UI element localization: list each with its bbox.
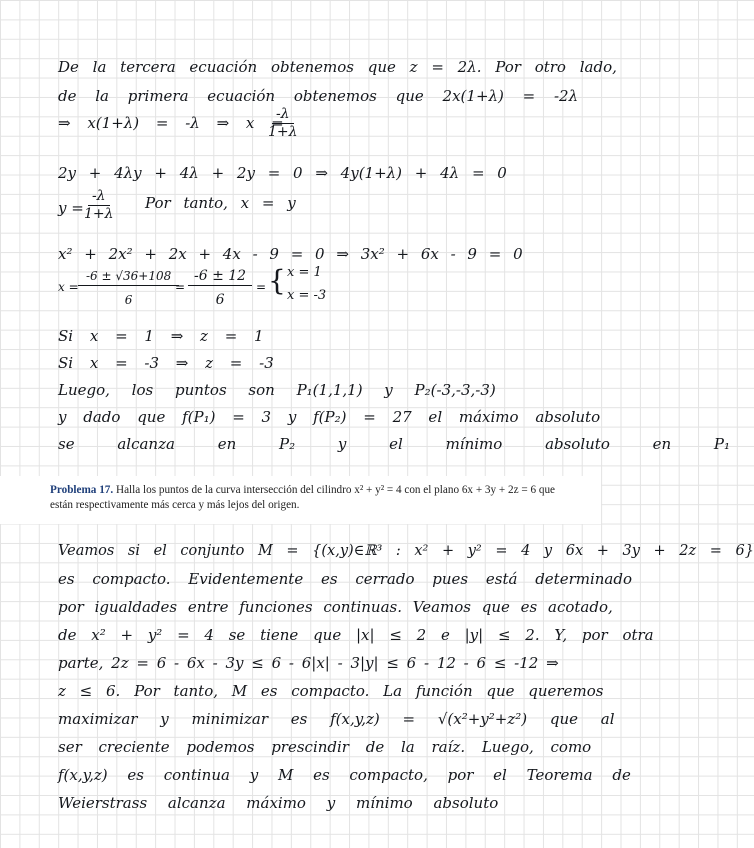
handwritten-line: parte, 2z = 6 - 6x - 3y ≤ 6 - 6|x| - 3|y| ≤ 6 - 12 - 6 ≤ -12 ⇒ (58, 654, 559, 672)
handwritten-line: = (175, 280, 186, 294)
case-line: x = -3 (287, 288, 327, 303)
handwritten-line: de la primera ecuación obtenemos que 2x(1+λ) = -2λ (58, 87, 579, 105)
handwritten-line: de x² + y² = 4 se tiene que |x| ≤ 2 e |y| ≤ 2. Y, por otra (58, 626, 654, 644)
fraction-simplified (188, 268, 252, 309)
fraction-numerator: -λ (272, 106, 294, 124)
handwritten-line: f(x,y,z) es continua y M es compacto, por el Teorema de (58, 766, 631, 784)
handwritten-line: y = (58, 199, 84, 217)
fraction-y (84, 188, 114, 223)
handwritten-line: Si x = 1 ⇒ z = 1 (58, 327, 264, 345)
problem-label: Problema 17. (50, 484, 114, 496)
handwritten-line: por igualdades entre funciones continuas. Veamos que es acotado, (58, 598, 613, 616)
handwritten-line: Weierstrass alcanza máximo y mínimo absoluto (58, 794, 499, 812)
handwritten-line: es compacto. Evidentemente es cerrado pues está determinado (58, 570, 633, 588)
case-line: x = 1 (287, 265, 322, 280)
problem-statement (50, 483, 570, 513)
handwritten-line: z ≤ 6. Por tanto, M es compacto. La función que queremos (58, 682, 604, 700)
handwritten-line: Por tanto, x = y (145, 194, 296, 212)
fraction-numerator: -6 ± √36+108 (78, 268, 179, 286)
handwritten-line: De la tercera ecuación obtenemos que z = 2λ. Por otro lado, (58, 58, 617, 76)
handwritten-line: maximizar y minimizar es f(x,y,z) = √(x²+y²+z²) que al (58, 710, 615, 728)
fraction-denominator: 1+λ (84, 206, 114, 222)
fraction-numerator: -λ (88, 188, 110, 206)
handwritten-line: se alcanza en P₂ y el mínimo absoluto en P₁ (58, 435, 731, 453)
brace-glyph: { (268, 264, 286, 297)
handwritten-line: Si x = -3 ⇒ z = -3 (58, 354, 274, 372)
handwritten-line: Luego, los puntos son P₁(1,1,1) y P₂(-3,-3,-3) (58, 381, 496, 399)
fraction-denominator: 6 (215, 292, 225, 308)
handwritten-line: ⇒ x(1+λ) = -λ ⇒ x = (58, 114, 284, 132)
handwritten-line: 2y + 4λy + 4λ + 2y = 0 ⇒ 4y(1+λ) + 4λ = 0 (58, 164, 507, 182)
handwritten-line: Veamos si el conjunto M = {(x,y)∈ℝ³ : x² + y² = 4 y 6x + 3y + 2z = 6} (58, 543, 754, 559)
handwritten-line: x = (58, 280, 79, 294)
fraction-numerator: -6 ± 12 (188, 268, 252, 286)
problem-text: Halla los puntos de la curva intersección del cilindro x² + y² = 4 con el plano 6x + 3y + 2z = 6 que están respectivamente más cerca y más lejos del origen. (50, 484, 556, 511)
handwritten-line: = (256, 280, 267, 294)
fraction-denominator: 1+λ (268, 124, 298, 140)
fraction-quadratic (78, 268, 179, 309)
handwritten-line: x² + 2x² + 2x + 4x - 9 = 0 ⇒ 3x² + 6x - 9 = 0 (58, 245, 523, 263)
fraction-x (268, 106, 298, 141)
handwritten-line: ser creciente podemos prescindir de la raíz. Luego, como (58, 738, 592, 756)
fraction-denominator: 6 (124, 293, 133, 307)
handwritten-line: y dado que f(P₁) = 3 y f(P₂) = 27 el máximo absoluto (58, 408, 601, 426)
